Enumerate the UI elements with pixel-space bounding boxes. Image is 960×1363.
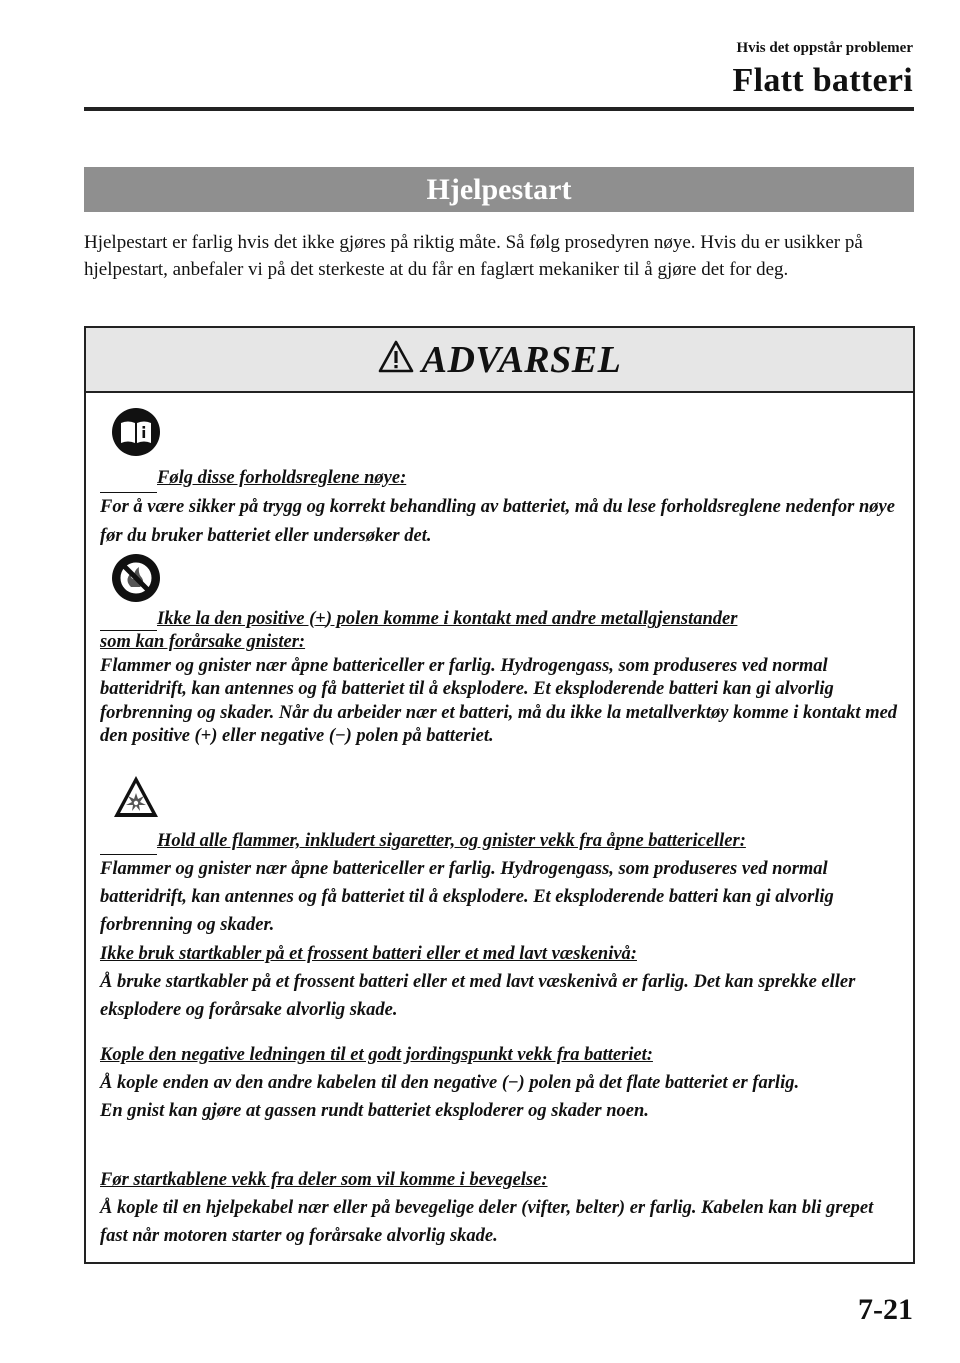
warning-item-heading: Ikke la den positive (+) polen komme i kontakt med andre metallgjenstander som kan forårsake gnister: [100,554,900,655]
plus-symbol: + [200,726,212,746]
warning-item-heading: Ikke bruk startkabler på et frossent batteri eller et med lavt væskenivå: [100,944,637,964]
warning-item-body: Å kople enden av den andre kabelen til den negative (−) polen på det flate batteriet er farlig. [100,1073,800,1093]
page-number: 7-21 [858,1293,913,1326]
warning-item-moving-parts [100,1166,900,1250]
warning-item-ground-point [100,1041,900,1125]
warning-item-read-carefully [100,408,900,551]
warning-triangle-icon [378,340,414,379]
warning-box [84,326,915,1264]
warning-item-positive-pole [100,554,900,749]
warning-item-body: Flammer og gnister nær åpne battericeller er farlig. Hydrogengass, som produseres ved normal batteridrift, kan antennes og få batteriet til å eksplodere. Et eksploderende batteri kan gi alvorlig forbrenning og skader. Når du arbeider nær et batteri, må du ikke la metallverktøy komme i kontakt med den positive (+) eller negative (−) polen på batteriet. [100,655,898,746]
warning-title: ADVARSEL [421,338,622,381]
section-title: Hjelpestart [84,167,914,212]
warning-header [86,328,913,393]
intro-paragraph: Hjelpestart er farlig hvis det ikke gjøres på riktig måte. Så følg prosedyren nøye. Hvis du er usikker på hjelpestart, anbefaler vi på det sterkeste at du får en faglært mekaniker til å gjøre det for deg. [84,232,863,280]
warning-item-heading: Kople den negative ledningen til et godt jordingspunkt vekk fra batteriet: [100,1045,653,1065]
read-manual-icon [112,408,160,466]
warning-item-heading: Hold alle flammer, inkludert sigaretter, og gnister vekk fra åpne battericeller: [100,772,900,855]
warning-item-body: Å bruke startkabler på et frossent batteri eller et med lavt væskenivå er farlig. Det kan sprekke eller eksplodere og forårsake alvorlig skade. [100,972,856,1020]
warning-item-flames [100,772,900,939]
warning-item-heading: Før startkablene vekk fra deler som vil komme i bevegelse: [100,1170,548,1190]
warning-item-frozen-battery [100,940,900,1024]
warning-item-body-2: En gnist kan gjøre at gassen rundt batteriet eksploderer og skader noen. [100,1101,649,1121]
warning-item-heading: Følg disse forholdsreglene nøye: [100,408,900,493]
header-rule [84,107,914,111]
minus-symbol: − [508,1073,519,1093]
explosion-hazard-icon [112,774,160,829]
no-fire-icon [112,554,160,610]
plus-symbol: + [315,608,326,629]
minus-symbol: − [335,726,346,746]
warning-item-body: Å kople til en hjelpekabel nær eller på bevegelige deler (vifter, belter) er farlig. Kabelen kan bli grepet fast når motoren starter og forårsake alvorlig skade. [100,1198,874,1246]
warning-item-body: Flammer og gnister nær åpne battericeller er farlig. Hydrogengass, som produseres ved normal batteridrift, kan antennes og få batteriet til å eksplodere. Et eksploderende batteri kan gi alvorlig forbrenning og skader. [100,859,834,935]
running-header-chapter: Flatt batteri [732,62,913,99]
warning-item-body: For å være sikker på trygg og korrekt behandling av batteriet, må du lese forholdsreglene nedenfor nøye før du bruker batteriet eller undersøker det. [100,497,895,546]
running-header-section: Hvis det oppstår problemer [736,40,913,56]
